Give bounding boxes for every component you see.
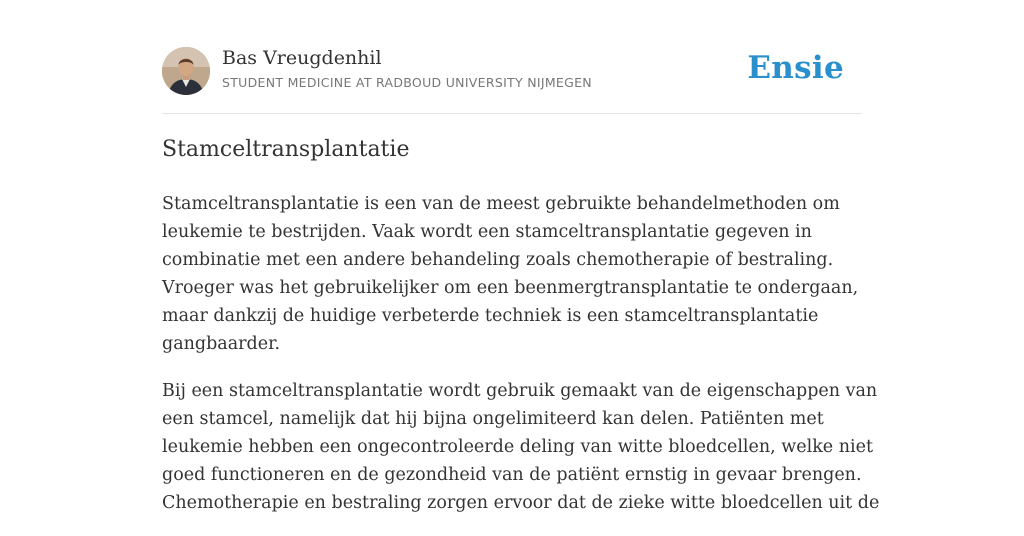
header-divider: [162, 113, 862, 114]
article-paragraph: [162, 377, 880, 517]
author-role: STUDENT MEDICINE AT RADBOUD UNIVERSITY NIJMEGEN: [222, 75, 592, 90]
paragraph-line: een stamcel, namelijk dat hij bijna ongelimiteerd kan delen. Patiënten met: [162, 409, 824, 429]
paragraph-line: maar dankzij de huidige verbeterde techniek is een stamceltransplantatie: [162, 306, 819, 326]
paragraph-line: combinatie met een andere behandeling zoals chemotherapie of bestraling.: [162, 250, 834, 270]
paragraph-line: Bij een stamceltransplantatie wordt gebruik gemaakt van de eigenschappen van: [162, 381, 878, 401]
author-avatar[interactable]: [162, 47, 210, 95]
author-name[interactable]: Bas Vreugdenhil: [222, 47, 382, 69]
article-body: [162, 190, 880, 536]
paragraph-line: Stamceltransplantatie is een van de meest gebruikte behandelmethoden om: [162, 194, 840, 214]
author-header: [162, 46, 862, 96]
ensie-logo[interactable]: Ensie: [747, 50, 844, 86]
paragraph-line: leukemie te bestrijden. Vaak wordt een stamceltransplantatie gegeven in: [162, 222, 812, 242]
paragraph-line: goed functioneren en de gezondheid van de patiënt ernstig in gevaar brengen.: [162, 465, 862, 485]
paragraph-line: Vroeger was het gebruikelijker om een beenmergtransplantatie te ondergaan,: [162, 278, 859, 298]
paragraph-line: Chemotherapie en bestraling zorgen ervoor dat de zieke witte bloedcellen uit de: [162, 493, 880, 513]
paragraph-line: leukemie hebben een ongecontroleerde deling van witte bloedcellen, welke niet: [162, 437, 873, 457]
avatar-image: [162, 47, 210, 95]
article-title: Stamceltransplantatie: [162, 137, 410, 162]
article-paragraph: [162, 190, 862, 358]
paragraph-line: gangbaarder.: [162, 334, 281, 354]
